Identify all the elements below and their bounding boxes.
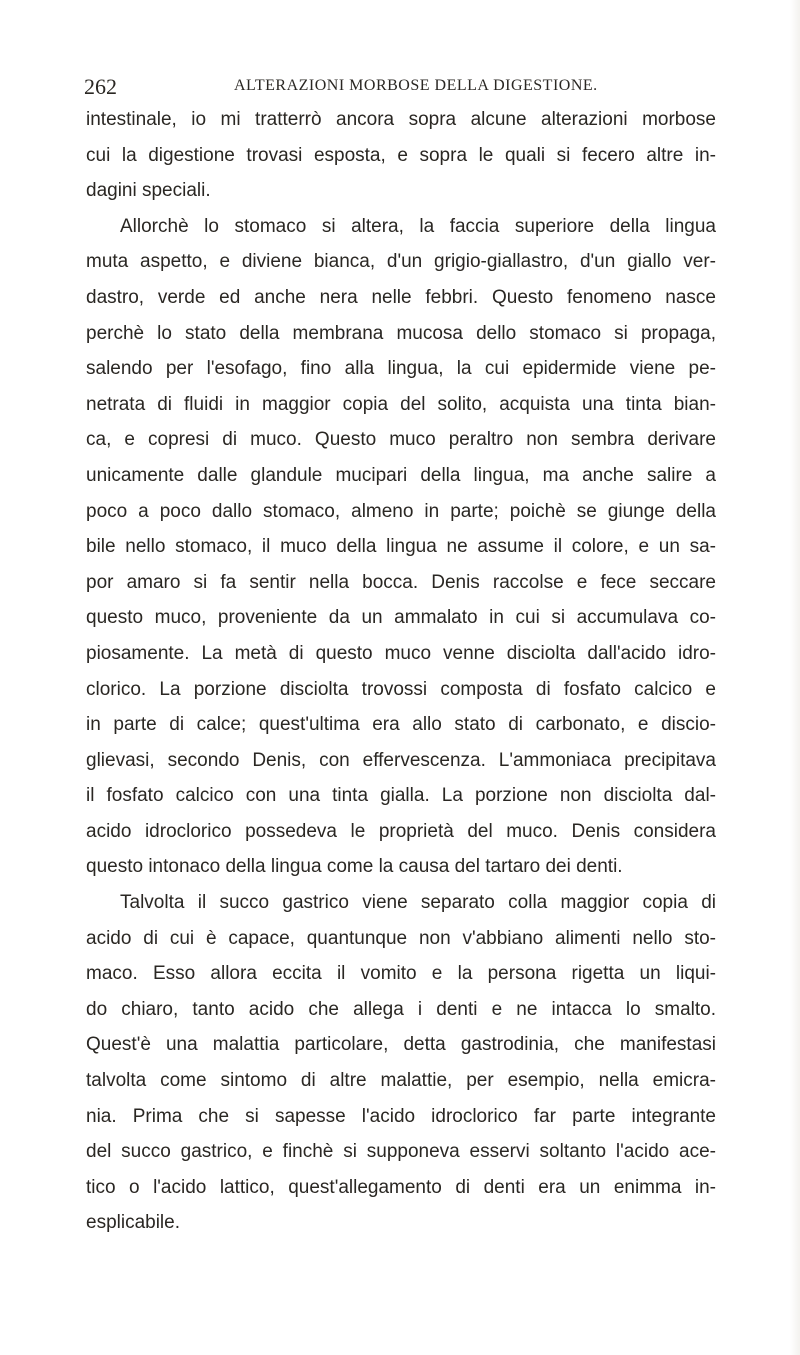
text-line: poco a poco dallo stomaco, almeno in parte; poichè se giunge della bbox=[86, 500, 716, 522]
text-line: piosamente. La metà di questo muco venne disciolta dall'acido idro- bbox=[86, 642, 716, 664]
text-line: cui la digestione trovasi esposta, e sopra le quali si fecero altre in- bbox=[86, 144, 716, 166]
running-title: ALTERAZIONI MORBOSE DELLA DIGESTIONE. bbox=[234, 77, 598, 94]
text-line: acido di cui è capace, quantunque non v'abbiano alimenti nello sto- bbox=[86, 927, 716, 949]
text-line: dastro, verde ed anche nera nelle febbri. Questo fenomeno nasce bbox=[86, 286, 716, 308]
text-line: questo intonaco della lingua come la causa del tartaro dei denti. bbox=[86, 856, 623, 878]
page-number: 262 bbox=[84, 74, 117, 99]
text-line: tico o l'acido lattico, quest'allegamento di denti era un enimma in- bbox=[86, 1176, 716, 1198]
text-line: il fosfato calcico con una tinta gialla. La porzione non disciolta dal- bbox=[86, 785, 716, 807]
text-line: salendo per l'esofago, fino alla lingua, la cui epidermide viene pe- bbox=[86, 358, 716, 380]
text-line: nia. Prima che si sapesse l'acido idroclorico far parte integrante bbox=[86, 1105, 716, 1127]
text-line: unicamente dalle glandule mucipari della lingua, ma anche salire a bbox=[86, 464, 716, 486]
text-line: intestinale, io mi tratterrò ancora sopra alcune alterazioni morbose bbox=[86, 109, 716, 130]
text-line: talvolta come sintomo di altre malattie, per esempio, nella emicra- bbox=[86, 1070, 716, 1092]
text-line: ca, e copresi di muco. Questo muco peraltro non sembra derivare bbox=[86, 429, 716, 451]
text-line: perchè lo stato della membrana mucosa dello stomaco si propaga, bbox=[86, 322, 716, 344]
text-line: in parte di calce; quest'ultima era allo stato di carbonato, e discio- bbox=[86, 714, 716, 736]
text-line: muta aspetto, e diviene bianca, d'un grigio-giallastro, d'un giallo ver- bbox=[86, 251, 716, 273]
text-line: Allorchè lo stomaco si altera, la faccia superiore della lingua bbox=[120, 215, 716, 237]
text-line: Talvolta il succo gastrico viene separato colla maggior copia di bbox=[120, 892, 716, 914]
page-header bbox=[84, 74, 644, 104]
page-edge-shadow bbox=[790, 0, 800, 1355]
text-line: glievasi, secondo Denis, con effervescenza. L'ammoniaca precipitava bbox=[86, 749, 716, 771]
text-line: questo muco, proveniente da un ammalato in cui si accumulava co- bbox=[86, 607, 716, 629]
text-line: dagini speciali. bbox=[86, 180, 211, 202]
text-line: clorico. La porzione disciolta trovossi composta di fosfato calcico e bbox=[86, 678, 716, 700]
text-line: esplicabile. bbox=[86, 1212, 180, 1234]
text-line: do chiaro, tanto acido che allega i denti e ne intacca lo smalto. bbox=[86, 998, 716, 1020]
text-line: Quest'è una malattia particolare, detta gastrodinia, che manifestasi bbox=[86, 1034, 716, 1056]
body-text bbox=[86, 102, 716, 1241]
text-line: por amaro si fa sentir nella bocca. Denis raccolse e fece seccare bbox=[86, 571, 716, 593]
text-line: maco. Esso allora eccita il vomito e la persona rigetta un liqui- bbox=[86, 963, 716, 985]
text-line: bile nello stomaco, il muco della lingua ne assume il colore, e un sa- bbox=[86, 536, 716, 558]
text-line: acido idroclorico possedeva le proprietà del muco. Denis considera bbox=[86, 820, 716, 842]
text-line: netrata di fluidi in maggior copia del solito, acquista una tinta bian- bbox=[86, 393, 716, 415]
text-line: del succo gastrico, e finchè si supponeva esservi soltanto l'acido ace- bbox=[86, 1141, 716, 1163]
